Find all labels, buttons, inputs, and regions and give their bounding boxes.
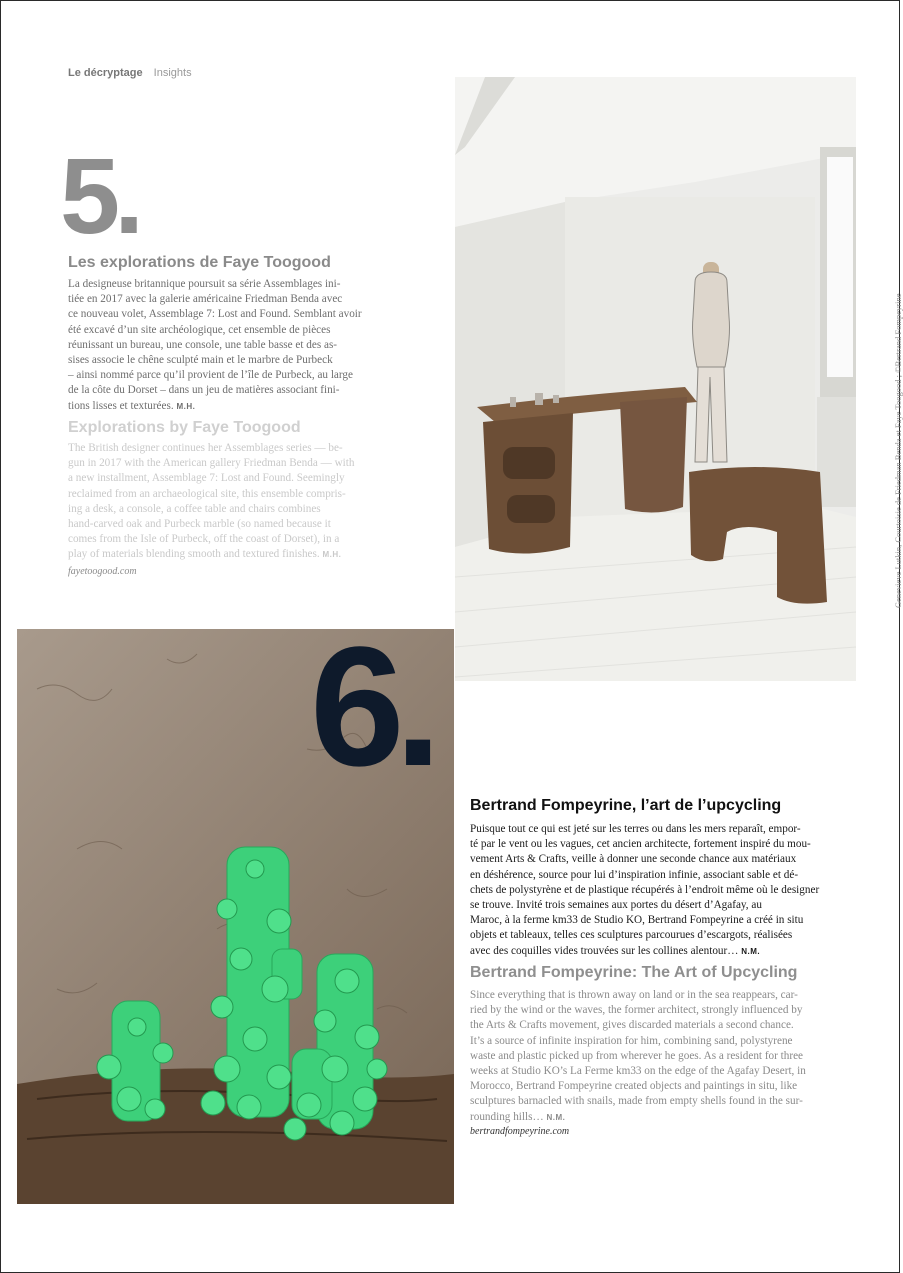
text-line: Morocco, Bertrand Fompeyrine created objects and paintings in situ, like — [470, 1080, 798, 1093]
article-5-body-en — [68, 441, 388, 563]
text-line: ing a desk, a console, a coffee table and chairs combines — [68, 502, 321, 515]
text-line: La designeuse britannique poursuit sa série Assemblages ini- — [68, 278, 341, 290]
text-line-last: tions lisses et texturées. — [68, 399, 174, 412]
photo-credit: Genevieve Lutkin, Courtoisie de Friedman Benda et Faye Toogood ; ©Bertrand Fompeyrine — [893, 293, 903, 608]
text-line: waste and plastic picked up from wherever he goes. As a resident for three — [470, 1049, 804, 1062]
article-5-body-fr — [68, 277, 388, 414]
text-line: de la côte du Dorset – dans un jeu de matières associant fini- — [68, 384, 340, 397]
text-line: It’s a source of infinite inspiration for him, combining sand, polystyrene — [470, 1034, 793, 1047]
text-line-last: play of materials blending smooth and textured finishes. — [68, 548, 320, 561]
room-illustration — [455, 77, 856, 681]
article-6-title-fr: Bertrand Fompeyrine, l’art de l’upcycling — [470, 797, 782, 814]
text-line: – ainsi nommé parce qu’il provient de l’île de Purbeck, au large — [68, 369, 353, 382]
text-line: Since everything that is thrown away on land or in the sea reappears, car- — [470, 989, 798, 1001]
text-line: tiée en 2017 avec la galerie américaine Friedman Benda avec — [68, 293, 343, 306]
article-number-5: 5. — [60, 135, 139, 256]
text-line: the Arts & Crafts movement, gives discarded materials a second chance. — [470, 1019, 794, 1032]
page-header — [68, 67, 192, 79]
text-line: ce nouveau volet, Assemblage 7: Lost and Found. Semblant avoir — [68, 308, 362, 321]
text-line — [68, 399, 388, 414]
text-line: gun in 2017 with the American gallery Friedman Benda — with — [68, 457, 355, 470]
text-line-last: rounding hills… — [470, 1110, 544, 1123]
category-label: Insights — [153, 67, 192, 79]
text-line: vement Arts & Crafts, veille à donner une seconde chance aux matériaux — [470, 853, 797, 866]
text-line-last: avec des coquilles vides trouvées sur les collines alentour… — [470, 944, 739, 957]
article-5-title-en: Explorations by Faye Toogood — [68, 419, 301, 436]
text-line: a new installment, Assemblage 7: Lost and Found. Seemingly — [68, 472, 345, 485]
text-line — [470, 944, 856, 959]
article-5-link[interactable]: fayetoogood.com — [68, 566, 137, 577]
text-line: té par le vent ou les vagues, cet ancien architecte, fortement inspiré du mou- — [470, 838, 811, 851]
text-line: ried by the wind or the waves, the former architect, strongly influenced by — [470, 1004, 803, 1017]
article-6-title-en: Bertrand Fompeyrine: The Art of Upcycling — [470, 964, 798, 981]
text-line: hand-carved oak and Purbeck marble (so named because it — [68, 518, 331, 531]
text-line — [470, 1110, 856, 1125]
text-line: chets de polystyrène et de plastique récupérés à l’endroit même où le designer — [470, 883, 820, 896]
author-initials: N.M. — [741, 946, 761, 956]
text-line — [68, 547, 388, 562]
section-label: Le décryptage — [68, 67, 143, 79]
text-line: sises associe le chêne sculpté main et le marbre de Purbeck — [68, 354, 333, 367]
text-line: se trouve. Invité trois semaines aux portes du désert d’Agafay, au — [470, 899, 762, 912]
text-line: weeks at Studio KO’s La Ferme km33 on the edge of the Agafay Desert, in — [470, 1065, 806, 1078]
text-line: The British designer continues her Assemblages series — be- — [68, 442, 343, 454]
text-line: sculptures barnacled with snails, made from empty shells found in the sur- — [470, 1095, 803, 1108]
text-line: objets et tableaux, telles ces sculptures parcourues d’escargots, réalisées — [470, 929, 793, 942]
text-line: Puisque tout ce qui est jeté sur les terres ou dans les mers reparaît, empor- — [470, 823, 801, 835]
article-5-title-fr: Les explorations de Faye Toogood — [68, 254, 331, 271]
article-number-6: 6. — [310, 612, 432, 802]
author-initials: M.H. — [176, 401, 196, 411]
faye-toogood-room-photo — [455, 77, 856, 681]
text-line: été excavé d’un site archéologique, cet ensemble de pièces — [68, 323, 331, 336]
article-6-link[interactable]: bertrandfompeyrine.com — [470, 1126, 570, 1137]
text-line: réunissant un bureau, une console, une table basse et des as- — [68, 338, 338, 351]
article-6-body-en — [470, 988, 856, 1125]
article-6-body-fr — [470, 822, 856, 959]
author-initials: M.H. — [322, 550, 342, 560]
text-line: en déshérence, source pour lui d’inspiration infinie, associant sable et dé- — [470, 868, 799, 881]
author-initials: N.M. — [546, 1112, 566, 1122]
text-line: Maroc, à la ferme km33 de Studio KO, Bertrand Fompeyrine a créé in situ — [470, 914, 804, 927]
text-line: reclaimed from an archaeological site, this ensemble compris- — [68, 487, 346, 500]
text-line: comes from the Isle of Purbeck, off the coast of Dorset), in a — [68, 533, 340, 546]
